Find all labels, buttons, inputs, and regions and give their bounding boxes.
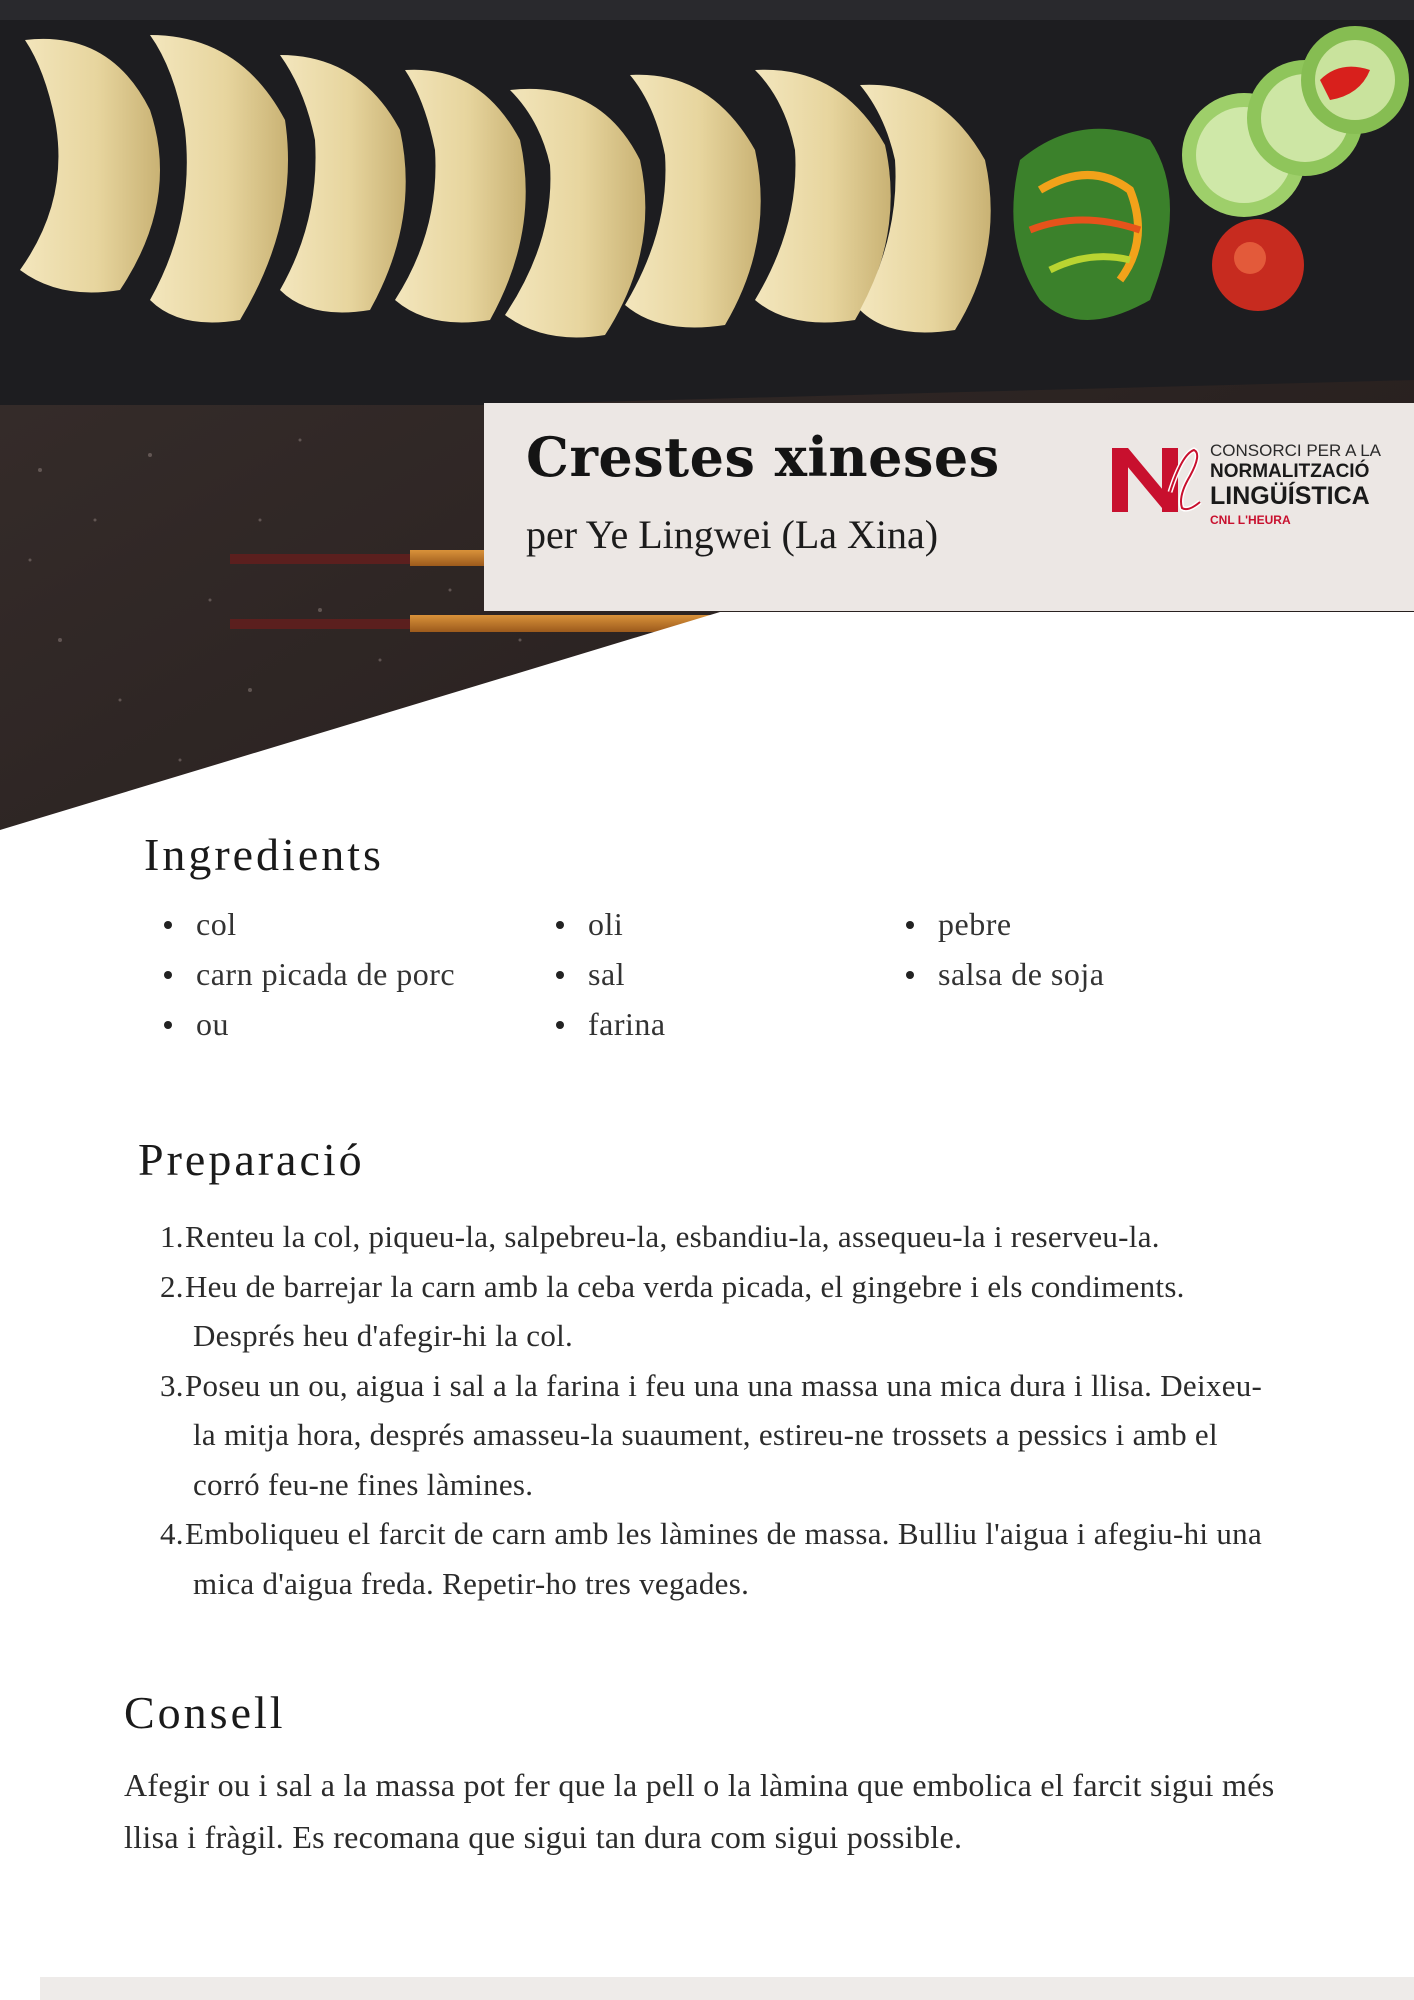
step-text: Renteu la col, piqueu-la, salpebreu-la, esbandiu-la, assequeu-la i reserveu-la. (185, 1219, 1160, 1254)
recipe-title: Crestes xineses (526, 425, 1000, 489)
ingredients-column-1 (154, 899, 455, 1049)
ingredient-item: farina (546, 999, 666, 1049)
logo-subline: CNL L'HEURA (1210, 513, 1291, 527)
footer-band (40, 1977, 1414, 2000)
organization-logo (1112, 439, 1402, 529)
ingredient-item: pebre (896, 899, 1104, 949)
ingredient-item: carn picada de porc (154, 949, 455, 999)
preparation-step (148, 1509, 1278, 1608)
step-number: 2. (160, 1268, 184, 1304)
advice-text: Afegir ou i sal a la massa pot fer que la pell o la làmina que embolica el farcit sigui més llisa i fràgil. Es recomana que sigui tan dura com sigui possible. (124, 1767, 1275, 1855)
title-card (484, 403, 1414, 611)
ingredient-item: oli (546, 899, 666, 949)
step-number: 4. (160, 1516, 184, 1551)
cnl-logo-mark-icon (1112, 444, 1204, 516)
recipe-author: per Ye Lingwei (La Xina) (526, 512, 939, 557)
ingredients-column-2 (546, 899, 666, 1049)
preparation-step (148, 1212, 1278, 1262)
step-text: Poseu un ou, aigua i sal a la farina i feu una una massa una mica dura i llisa. Deixeu-la mitja hora, després amasseu-la suaument, estireu-ne trossets a pessics i amb el corró feu-ne fines làmines. (185, 1367, 1263, 1502)
advice-heading: Consell (124, 1687, 286, 1738)
preparation-steps (148, 1212, 1278, 1608)
ingredient-item: sal (546, 949, 666, 999)
logo-line-1: CONSORCI PER A LA (1210, 441, 1381, 460)
ingredient-item: salsa de soja (896, 949, 1104, 999)
logo-line-2: NORMALITZACIÓ (1210, 461, 1370, 482)
step-number: 1. (160, 1219, 184, 1254)
preparation-heading: Preparació (138, 1134, 365, 1185)
ingredient-item: col (154, 899, 455, 949)
ingredients-heading: Ingredients (144, 829, 384, 880)
preparation-step (148, 1361, 1278, 1510)
step-text: Heu de barrejar la carn amb la ceba verda picada, el gingebre i els condiments. Després heu d'afegir-hi la col. (185, 1268, 1185, 1353)
ingredients-column-3 (896, 899, 1104, 999)
preparation-step (148, 1262, 1278, 1361)
step-text: Emboliqueu el farcit de carn amb les làmines de massa. Bulliu l'aigua i afegiu-hi una mica d'aigua freda. Repetir-ho tres vegades. (185, 1516, 1263, 1601)
logo-line-3: LINGÜÍSTICA (1210, 482, 1370, 510)
step-number: 3. (160, 1367, 184, 1403)
ingredient-item: ou (154, 999, 455, 1049)
